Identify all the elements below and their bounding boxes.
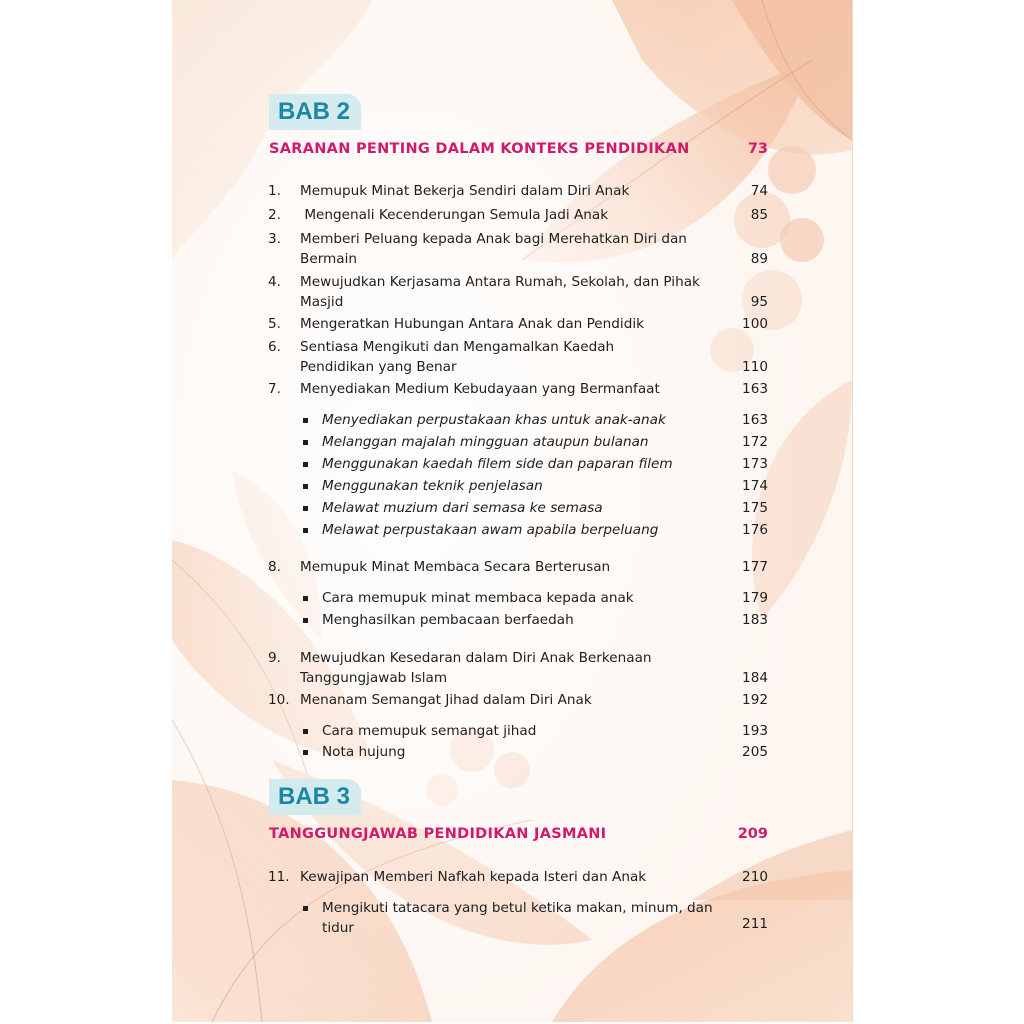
subentry-page: 163 [742,412,768,428]
entry-page: 95 [750,294,768,310]
entry-title: Mewujudkan Kesedaran dalam Diri Anak Berkenaan Tanggungjawab Islam [300,650,652,686]
bullet-icon [303,729,308,734]
subentry-page: 193 [742,723,768,739]
subentry-page: 176 [742,522,768,538]
entry-number: 8. [268,559,281,575]
subentry-title: Cara memupuk minat membaca kepada anak [322,590,634,606]
chapter-title[interactable]: TANGGUNGJAWAB PENDIDIKAN JASMANI [269,826,607,842]
entry-title: Memberi Peluang kepada Anak bagi Merehatkan Diri dan Bermain [300,231,687,267]
entry-title: Sentiasa Mengikuti dan Mengamalkan Kaedah Pendidikan yang Benar [300,339,615,375]
bullet-icon [303,750,308,755]
entry-title: Memupuk Minat Bekerja Sendiri dalam Diri Anak [300,183,630,199]
subentry-title: Menyediakan perpustakaan khas untuk anak-anak [322,412,666,428]
entry-page: 110 [742,359,768,375]
chapter-page-number: 73 [747,141,768,157]
subentry-title: Menghasilkan pembacaan berfaedah [322,612,574,628]
entry-page: 177 [742,559,768,575]
table-of-contents [172,0,852,1022]
entry-number: 9. [268,650,281,666]
bullet-icon [303,462,308,467]
subentry-title: Cara memupuk semangat jihad [322,723,537,739]
bullet-icon [303,596,308,601]
chapter-title[interactable]: SARANAN PENTING DALAM KONTEKS PENDIDIKAN [269,141,690,157]
subentry-page: 173 [742,456,768,472]
entry-page: 85 [750,207,768,223]
entry-page: 192 [742,692,768,708]
subentry-title: Menggunakan teknik penjelasan [322,478,543,494]
subentry-title: Mengikuti tatacara yang betul ketika makan, minum, dan tidur [322,900,713,936]
entry-page: 74 [750,183,768,199]
entry-page: 184 [742,670,768,686]
toc-page [172,0,853,1022]
entry-number: 4. [268,274,281,290]
subentry-page: 183 [742,612,768,628]
entry-title: Mewujudkan Kerjasama Antara Rumah, Sekolah, dan Pihak Masjid [300,274,700,310]
subentry-title: Menggunakan kaedah filem side dan paparan filem [322,456,673,472]
subentry-page: 179 [742,590,768,606]
bullet-icon [303,618,308,623]
entry-number: 3. [268,231,281,247]
entry-number: 10. [268,692,290,708]
chapter-badge: BAB 3 [269,779,361,815]
subentry-title: Melanggan majalah mingguan ataupun bulanan [322,434,649,450]
subentry-title: Melawat muzium dari semasa ke semasa [322,500,603,516]
entry-number: 1. [268,183,281,199]
subentry-page: 211 [742,916,768,932]
bullet-icon [303,528,308,533]
subentry-page: 205 [742,744,768,760]
subentry-title: Melawat perpustakaan awam apabila berpeluang [322,522,659,538]
chapter-page-number: 209 [737,826,768,842]
entry-title: Menyediakan Medium Kebudayaan yang Bermanfaat [300,381,660,397]
entry-title: Menanam Semangat Jihad dalam Diri Anak [300,692,592,708]
bullet-icon [303,484,308,489]
entry-title: Mengeratkan Hubungan Antara Anak dan Pendidik [300,316,644,332]
subentry-page: 172 [742,434,768,450]
bullet-icon [303,418,308,423]
entry-page: 100 [742,316,768,332]
entry-page: 210 [742,869,768,885]
bullet-icon [303,440,308,445]
subentry-page: 175 [742,500,768,516]
entry-number: 7. [268,381,281,397]
entry-title: Memupuk Minat Membaca Secara Berterusan [300,559,611,575]
bullet-icon [303,906,308,911]
entry-title: Kewajipan Memberi Nafkah kepada Isteri dan Anak [300,869,647,885]
entry-number: 6. [268,339,281,355]
subentry-page: 174 [742,478,768,494]
chapter-badge: BAB 2 [269,94,361,130]
entry-number: 11. [268,869,290,885]
entry-page: 163 [742,381,768,397]
subentry-title: Nota hujung [322,744,406,760]
bullet-icon [303,506,308,511]
entry-number: 5. [268,316,281,332]
entry-page: 89 [750,251,768,267]
entry-number: 2. [268,207,281,223]
entry-title: Mengenali Kecenderungan Semula Jadi Anak [300,207,609,223]
